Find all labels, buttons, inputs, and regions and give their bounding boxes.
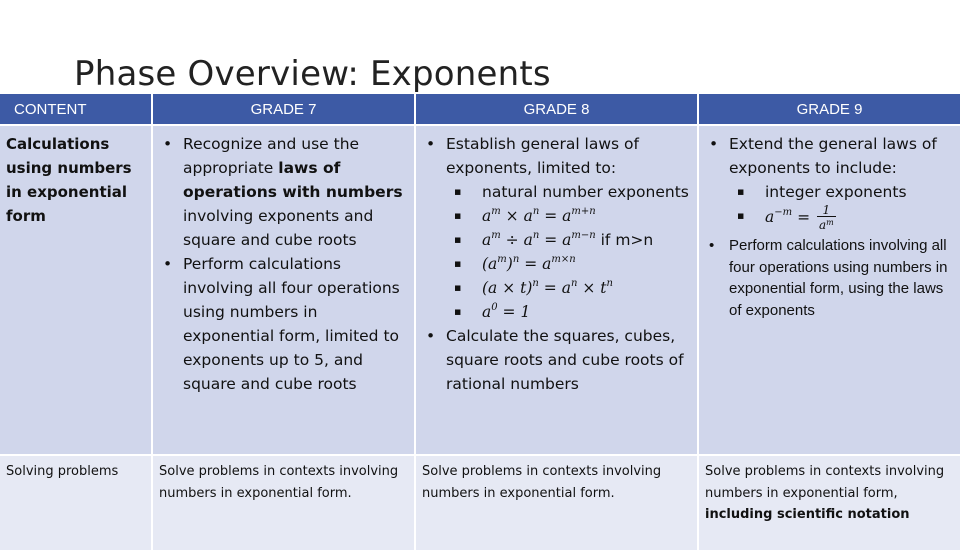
list-item: • Calculate the squares, cubes, square roots and cube roots of rational numbers xyxy=(422,324,691,396)
list-item: • Perform calculations involving all four operations using numbers in exponential form, limited to exponents up to 5, and square and cube roots xyxy=(159,252,408,396)
list-item: • Perform calculations involving all four operations using numbers in exponential form, using the laws of exponents xyxy=(705,235,954,321)
negative-exponent-law: ▪ $a^{-m}$ = $\frac{1}{a^m}$ xyxy=(729,204,954,231)
row-label: Solving problems xyxy=(6,464,119,479)
exponent-law: ▪ $a^m \div a^n = a^{m-n}$ if m>n xyxy=(446,228,691,252)
header-grade-8: GRADE 8 xyxy=(416,94,699,126)
table-row xyxy=(0,126,960,456)
table-row xyxy=(0,456,960,552)
header-grade-9: GRADE 9 xyxy=(699,94,960,126)
grade-7-cell: Solve problems in contexts involving numbers in exponential form. xyxy=(153,456,416,552)
exponent-law: ▪ $(a \times t)^n = a^n \times t^n$ xyxy=(446,276,691,300)
list-item: • Recognize and use the appropriate laws of operations with numbers involving exponents and square and cube roots xyxy=(159,132,408,252)
row-label-cell xyxy=(0,456,153,552)
exponent-law: ▪ $(a^m)^n = a^{m\times n}$ xyxy=(446,252,691,276)
row-label-cell xyxy=(0,126,153,456)
page-title: Phase Overview: Exponents xyxy=(74,54,551,94)
grade-9-cell: Solve problems in contexts involving numbers in exponential form, including scientific notation xyxy=(699,456,960,552)
grade-7-cell xyxy=(153,126,416,456)
list-item: • Establish general laws of exponents, limited to: ▪ natural number exponents ▪ $a^m \times a^n = a^{m+n}$ ▪ $a^m \div a^n = a^{m-n}$ if m>n ▪ $(a^m)^n = a^{m\times n}$ ▪ $(a \times t)^n = a^n \times t^n$ ▪ $a^0 = 1$ xyxy=(422,132,691,324)
list-item: • Extend the general laws of exponents to include: ▪ integer exponents ▪ $a^{-m}$ = $\frac{1}{a^m}$ xyxy=(705,132,954,231)
grade-8-cell: Solve problems in contexts involving numbers in exponential form. xyxy=(416,456,699,552)
row-label: Calculations using numbers in exponential form xyxy=(6,135,132,225)
overview-table xyxy=(0,94,960,552)
grade-9-cell xyxy=(699,126,960,456)
header-row xyxy=(0,94,960,126)
exponent-law: ▪ $a^m \times a^n = a^{m+n}$ xyxy=(446,204,691,228)
sub-item: ▪ natural number exponents xyxy=(446,180,691,204)
header-content: CONTENT xyxy=(0,94,153,126)
sub-item: ▪ integer exponents xyxy=(729,180,954,204)
header-grade-7: GRADE 7 xyxy=(153,94,416,126)
grade-8-cell xyxy=(416,126,699,456)
exponent-law: ▪ $a^0 = 1$ xyxy=(446,300,691,324)
